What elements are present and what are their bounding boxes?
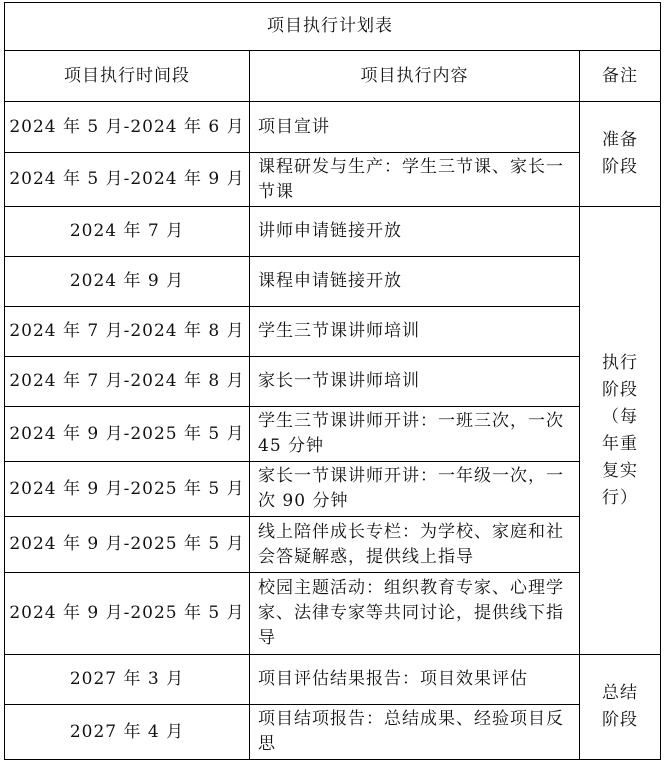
table-row [5,573,661,655]
time-cell: 2024 年 7 月-2024 年 8 月 [5,357,250,407]
time-cell: 2024 年 9 月-2025 年 5 月 [5,573,250,655]
title-row [5,3,661,51]
note-prep: 准备 阶段 [580,102,661,207]
content-cell: 项目结项报告：总结成果、经验项目反思 [250,705,580,760]
note-summary: 总结 阶段 [580,655,661,760]
plan-table-container [4,2,661,760]
table-row [5,517,661,573]
content-cell: 校园主题活动：组织教育专家、心理学家、法律专家等共同讨论，提供线下指导 [250,573,580,655]
time-cell: 2024 年 9 月 [5,257,250,307]
content-cell: 学生三节课讲师开讲：一班三次，一次 45 分钟 [250,407,580,462]
header-content: 项目执行内容 [250,51,580,102]
table-row [5,207,661,257]
table-row [5,407,661,462]
time-cell: 2024 年 9 月-2025 年 5 月 [5,517,250,573]
table-row [5,462,661,517]
content-cell: 课程申请链接开放 [250,257,580,307]
content-cell: 家长一节课讲师培训 [250,357,580,407]
time-cell: 2024 年 9 月-2025 年 5 月 [5,407,250,462]
time-cell: 2024 年 9 月-2025 年 5 月 [5,462,250,517]
content-cell: 线上陪伴成长专栏：为学校、家庭和社会答疑解惑，提供线上指导 [250,517,580,573]
table-row [5,257,661,307]
time-cell: 2024 年 7 月 [5,207,250,257]
table-row [5,357,661,407]
content-cell: 项目宣讲 [250,102,580,153]
header-row [5,51,661,102]
content-cell: 家长一节课讲师开讲：一年级一次，一次 90 分钟 [250,462,580,517]
table-row [5,655,661,705]
time-cell: 2024 年 5 月-2024 年 6 月 [5,102,250,153]
note-exec: 执行 阶段 （每 年重 复实 行） [580,207,661,655]
content-cell: 项目评估结果报告：项目效果评估 [250,655,580,705]
table-row [5,307,661,357]
header-note: 备注 [580,51,661,102]
table-row [5,705,661,760]
time-cell: 2024 年 7 月-2024 年 8 月 [5,307,250,357]
time-cell: 2027 年 3 月 [5,655,250,705]
content-cell: 学生三节课讲师培训 [250,307,580,357]
header-time: 项目执行时间段 [5,51,250,102]
table-title: 项目执行计划表 [5,3,661,51]
content-cell: 讲师申请链接开放 [250,207,580,257]
table-row [5,102,661,153]
table-row [5,153,661,207]
project-plan-table [4,2,661,760]
content-cell: 课程研发与生产：学生三节课、家长一节课 [250,153,580,207]
time-cell: 2027 年 4 月 [5,705,250,760]
time-cell: 2024 年 5 月-2024 年 9 月 [5,153,250,207]
